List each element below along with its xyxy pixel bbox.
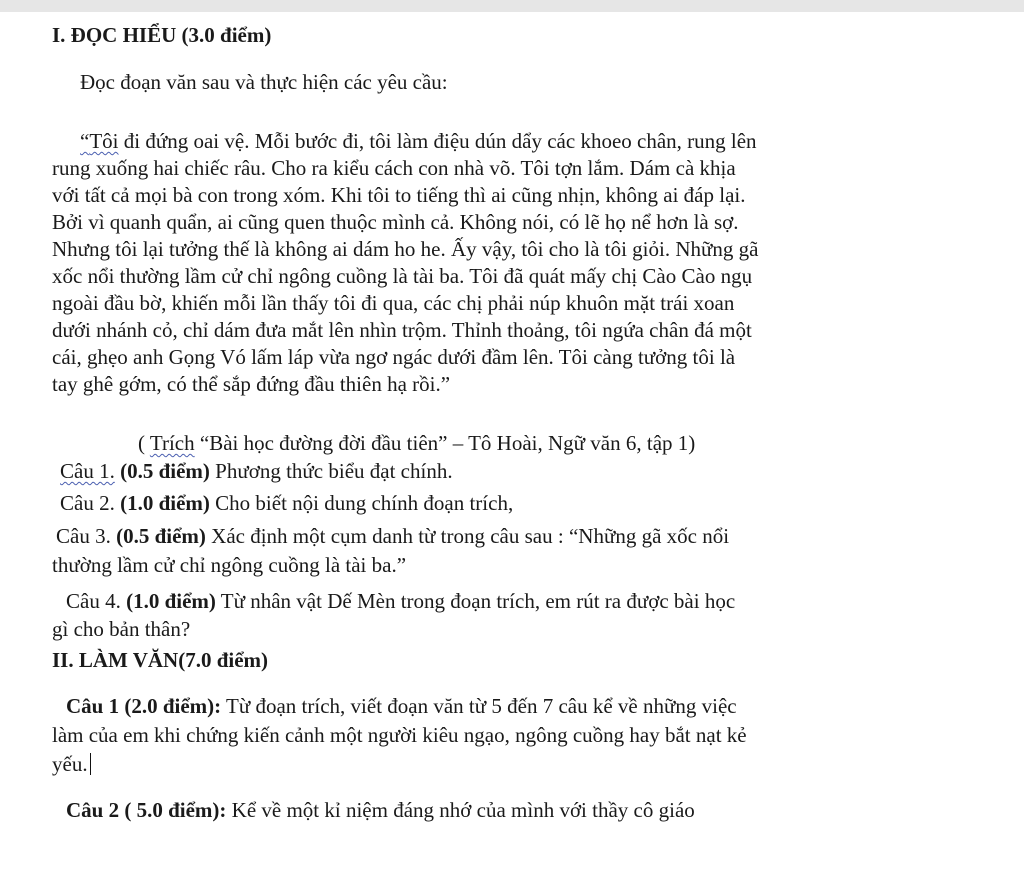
question-4-line-2: gì cho bản thân? (52, 617, 191, 641)
writing-question-1-line-2: làm của em khi chứng kiến cảnh một người kiêu ngạo, ngông cuồng hay bắt nạt kẻ (52, 723, 747, 747)
source-open-paren: ( (138, 431, 150, 455)
passage-line-6: xốc nổi thường lầm cử chỉ ngông cuồng là tài ba. Tôi đã quát mấy chị Cào Cào ngụ (52, 264, 753, 288)
question-4-text: Từ nhân vật Dế Mèn trong đoạn trích, em rút ra được bài học (215, 589, 736, 613)
passage-first-word: Tôi (89, 129, 119, 153)
passage-line-7: ngoài đầu bờ, khiến mỗi lần thấy tôi đi qua, các chị phải núp khuôn mặt trái xoan (52, 291, 735, 315)
passage-line-9: cái, ghẹo anh Gọng Vó lấm láp vừa ngơ ngác dưới đầm lên. Tôi càng tưởng tôi là (52, 345, 736, 369)
question-3 (56, 523, 729, 549)
passage-line-1 (80, 128, 757, 154)
writing-question-1-text-3: yếu. (52, 752, 88, 776)
question-4-label: Câu 4. (66, 589, 121, 613)
question-3-line-2: thường lầm cử chỉ ngông cuồng là tài ba.” (52, 553, 407, 577)
passage-line-4: Bởi vì quanh quẩn, ai cũng quen thuộc mình cả. Không nói, có lẽ họ nể hơn là sợ. (52, 210, 739, 234)
source-trich-word: Trích (149, 431, 195, 455)
writing-question-2 (66, 797, 695, 823)
section-2-heading: II. LÀM VĂN(7.0 điểm) (52, 648, 269, 672)
question-4-points: (1.0 điểm) (120, 589, 216, 613)
reading-instruction: Đọc đoạn văn sau và thực hiện các yêu cầu: (80, 70, 448, 94)
passage-source (138, 430, 695, 456)
question-2-label: Câu 2. (60, 491, 115, 515)
question-1-text: Phương thức biểu đạt chính. (209, 459, 453, 483)
question-2-points: (1.0 điểm) (114, 491, 210, 515)
section-1-heading: I. ĐỌC HIỂU (3.0 điểm) (52, 23, 272, 47)
passage-line-2: rung xuống hai chiếc râu. Cho ra kiểu cách con nhà võ. Tôi tợn lắm. Dám cà khịa (52, 156, 736, 180)
source-citation: “Bài học đường đời đầu tiên” – Tô Hoài, Ngữ văn 6, tập 1) (194, 431, 696, 455)
writing-question-1-label: Câu 1 (2.0 điểm): (66, 694, 222, 718)
passage-line-5: Nhưng tôi lại tưởng thế là không ai dám ho he. Ấy vậy, tôi cho là tôi giỏi. Những gã (52, 237, 759, 261)
writing-question-1-text: Từ đoạn trích, viết đoạn văn từ 5 đến 7 câu kể về những việc (221, 694, 737, 718)
question-1 (60, 458, 453, 484)
writing-question-2-text: Kể về một kỉ niệm đáng nhớ của mình với thầy cô giáo (226, 798, 695, 822)
passage-line-10: tay ghê gớm, có thể sắp đứng đầu thiên hạ rồi.” (52, 372, 451, 396)
writing-question-1 (66, 693, 737, 719)
writing-question-1-line-3 (52, 751, 91, 777)
question-2-text: Cho biết nội dung chính đoạn trích, (209, 491, 514, 515)
question-1-label: Câu 1. (60, 459, 115, 483)
question-1-points: (0.5 điểm) (114, 459, 210, 483)
passage-line-8: dưới nhánh cỏ, chỉ dám đưa mắt lên nhìn trộm. Thỉnh thoảng, tôi ngứa chân đá một (52, 318, 752, 342)
question-2 (60, 490, 513, 516)
question-3-points: (0.5 điểm) (110, 524, 206, 548)
question-3-text: Xác định một cụm danh từ trong câu sau : “Những gã xốc nổi (205, 524, 730, 548)
text-cursor[interactable] (90, 753, 92, 775)
passage-line-3: với tất cả mọi bà con trong xóm. Khi tôi to tiếng thì ai cũng nhịn, không ai đáp lại. (52, 183, 746, 207)
writing-question-2-label: Câu 2 ( 5.0 điểm): (66, 798, 227, 822)
question-4 (66, 588, 735, 614)
passage-open-quote: “ (80, 129, 90, 153)
passage-line-1-text: đi đứng oai vệ. Mỗi bước đi, tôi làm điệu dún dẩy các khoeo chân, rung lên (118, 129, 757, 153)
document-page (0, 12, 1024, 873)
top-bar (0, 0, 1024, 12)
question-3-label: Câu 3. (56, 524, 111, 548)
